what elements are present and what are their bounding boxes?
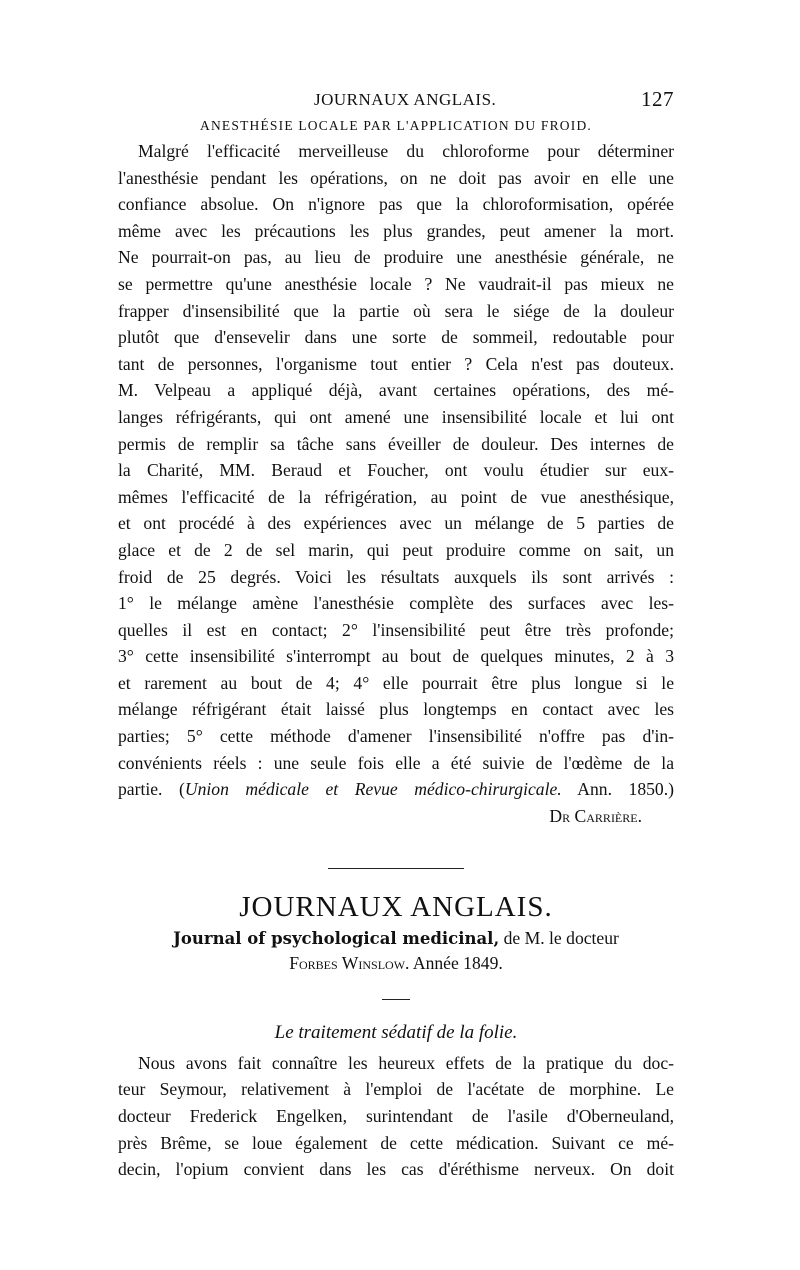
text-line: tant de personnes, l'organisme tout entier ? Cela n'est pas douteux. [118,353,674,374]
text-line: Ne pourrait-on pas, au lieu de produire une anesthésie générale, ne [118,247,674,268]
text-line: et rarement au bout de 4; 4° elle pourrait être plus longue si le [118,672,674,693]
citation-prefix: partie. ( [118,779,185,800]
text-line: quelles il est en contact; 2° l'insensibilité peut être très profonde; [118,619,674,640]
section-title: JOURNAUX ANGLAIS. [239,890,553,923]
article-heading: ANESTHÉSIE LOCALE PAR L'APPLICATION DU FROID. [200,118,592,133]
subsection-divider [382,999,410,1000]
text-line: l'anesthésie pendant les opérations, on ne doit pas avoir en elle une [118,167,674,188]
text-line: 1° le mélange amène l'anesthésie complète des surfaces avec les- [118,593,674,614]
text-line: se permettre qu'une anesthésie locale ? Ne vaudrait-il pas mieux ne [118,273,674,294]
article-body-2 [118,1050,674,1183]
running-title: JOURNAUX ANGLAIS. [314,90,497,109]
text-line: parties; 5° cette méthode d'amener l'insensibilité n'offre pas d'in- [118,726,674,747]
journal-reference [118,926,674,975]
text-line: teur Seymour, relativement à l'emploi de l'acétate de morphine. Le [118,1079,674,1100]
text-line: Nous avons fait connaître les heureux effets de la pratique du doc- [138,1052,674,1073]
text-line: decin, l'opium convient dans les cas d'éréthisme nerveux. On doit [118,1159,674,1180]
section-divider [328,868,464,869]
text-line: M. Velpeau a appliqué déjà, avant certaines opérations, des mé- [118,380,674,401]
text-line: 3° cette insensibilité s'interrompt au bout de quelques minutes, 2 à 3 [118,646,674,667]
running-head [118,86,674,116]
page-number: 127 [641,87,674,111]
text-line: même avec les précautions les plus grandes, peut amener la mort. [118,220,674,241]
journal-editor-prefix: de M. le docteur [499,927,619,948]
text-line: permis de remplir sa tâche sans éveiller de douleur. Des internes de [118,433,674,454]
text-line: docteur Frederick Engelken, surintendant de l'asile d'Oberneuland, [118,1106,674,1127]
text-line: plutôt que d'ensevelir dans une sorte de sommeil, redoutable pour [118,327,674,348]
article-title: Le traitement sédatif de la folie. [274,1021,518,1043]
text-line: froid de 25 degrés. Voici les résultats auxquels ils sont arrivés : [118,566,674,587]
text-line: frapper d'insensibilité que la partie où sera le siége de la douleur [118,300,674,321]
text-line: mélange réfrigérant était laissé plus longtemps en contact avec les [118,699,674,720]
article-body [118,138,674,803]
text-line: près Brême, se loue également de cette médication. Suivant ce mé- [118,1132,674,1153]
text-line: glace et de 2 de sel marin, qui peut produire comme on sait, un [118,539,674,560]
text-line: mêmes l'efficacité de la réfrigération, au point de vue anesthésique, [118,486,674,507]
journal-name: Journal of psychological medicinal, [173,928,500,948]
text-line: Malgré l'efficacité merveilleuse du chloroforme pour déterminer [138,141,674,161]
citation-suffix: Ann. 1850.) [561,779,674,800]
journal-editor: Forbes Winslow. [289,952,410,973]
text-line: convénients réels : une seule fois elle a été suivie de l'œdème de la [118,752,674,773]
text-line: langes réfrigérants, qui ont amené une insensibilité locale et lui ont [118,406,674,427]
journal-year: Année 1849. [409,952,503,973]
text-line: confiance absolue. On n'ignore pas que la chloroformisation, opérée [118,194,674,215]
text-line-citation [118,776,674,803]
text-line: la Charité, MM. Beraud et Foucher, ont voulu étudier sur eux- [118,460,674,481]
page [118,86,674,1183]
text-line: et ont procédé à des expériences avec un mélange de 5 parties de [118,513,674,534]
author-signature: Dr Carrière. [549,805,642,826]
citation-source: Union médicale et Revue médico-chirurgicale. [184,779,562,800]
